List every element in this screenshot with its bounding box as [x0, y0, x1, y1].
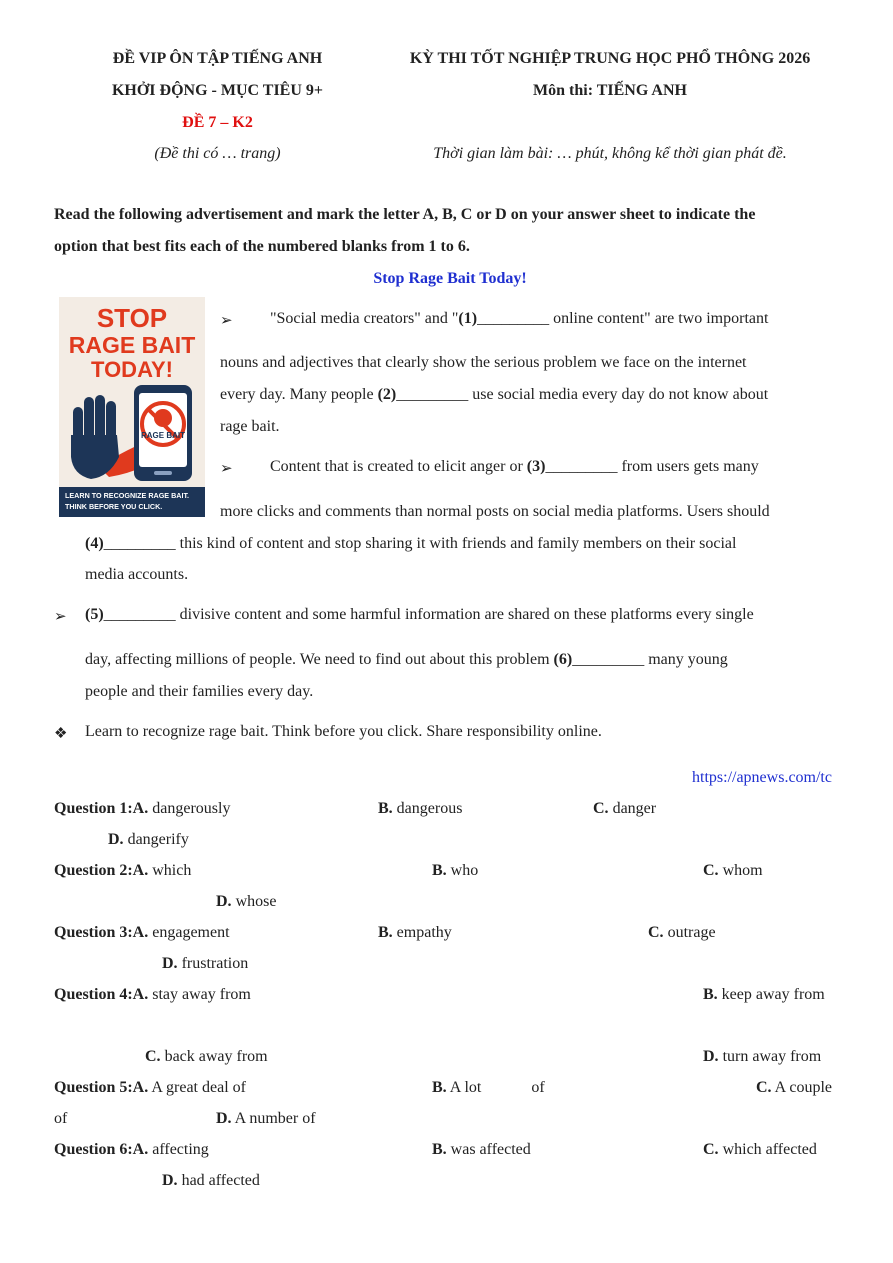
question-4-option-a[interactable]: Question 4:A. stay away from	[54, 986, 251, 1003]
question-1-option-a[interactable]: Question 1:A. dangerously	[54, 800, 231, 817]
diamond-bullet-icon: ❖	[54, 726, 68, 742]
poster-footer1: LEARN TO RECOGNIZE RAGE BAIT.	[65, 491, 190, 500]
question-3-option-b[interactable]: B. empathy	[378, 924, 452, 941]
question-2-option-c[interactable]: C. whom	[703, 862, 763, 879]
arrow-bullet-icon: ➢	[220, 461, 233, 477]
passage-p2-line3: (4)_________ this kind of content and stop sharing it with friends and family members on their social	[85, 535, 737, 552]
question-1-option-d[interactable]: D. dangerify	[108, 831, 189, 848]
passage-p1-line4: rage bait.	[220, 418, 280, 435]
question-6-option-d[interactable]: D. had affected	[162, 1172, 260, 1189]
passage-p2-line4: media accounts.	[85, 566, 189, 583]
question-4-option-b[interactable]: B. keep away from	[703, 986, 825, 1003]
poster-badge: RAGE BAIT	[141, 431, 185, 440]
poster-line2: RAGE BAIT	[68, 332, 196, 358]
poster-line1: STOP	[96, 303, 168, 333]
question-5-option-d[interactable]: D. A number of	[216, 1110, 316, 1127]
rage-bait-poster	[59, 297, 205, 517]
question-5-option-b[interactable]: B. A lot of	[432, 1079, 545, 1096]
question-6-option-b[interactable]: B. was affected	[432, 1141, 531, 1158]
question-3-option-d[interactable]: D. frustration	[162, 955, 249, 972]
poster-line3: TODAY!	[91, 357, 173, 382]
ad-title: Stop Rage Bait Today!	[373, 270, 527, 287]
question-5-option-c[interactable]: C. A couple	[756, 1079, 832, 1096]
question-4-option-c[interactable]: C. back away from	[145, 1048, 268, 1065]
question-2-option-d[interactable]: D. whose	[216, 893, 277, 910]
stop-hand-icon	[71, 395, 119, 479]
question-4-option-d[interactable]: D. turn away from	[703, 1048, 822, 1065]
question-5-option-c-tail: of	[54, 1110, 68, 1127]
instruction-line2: option that best fits each of the numbered blanks from 1 to 6.	[54, 238, 470, 255]
exam-code: ĐỀ 7 – K2	[182, 114, 253, 131]
question-3-option-c[interactable]: C. outrage	[648, 924, 716, 941]
page-count-note: (Đề thi có … trang)	[154, 145, 281, 162]
question-3-option-a[interactable]: Question 3:A. engagement	[54, 924, 230, 941]
question-6-option-c[interactable]: C. which affected	[703, 1141, 817, 1158]
question-5-option-a[interactable]: Question 5:A. A great deal of	[54, 1079, 246, 1096]
school-title-line1: ĐỀ VIP ÔN TẬP TIẾNG ANH	[112, 50, 323, 67]
time-note: Thời gian làm bài: … phút, không kể thời gian phát đề.	[433, 145, 787, 162]
question-1-option-b[interactable]: B. dangerous	[378, 800, 463, 817]
passage-p1-line3: every day. Many people (2)_________ use social media every day do not know about	[220, 386, 769, 403]
arrow-bullet-icon: ➢	[54, 609, 67, 625]
source-link[interactable]: https://apnews.com/tc	[692, 769, 832, 786]
passage-p1-line1: "Social media creators" and "(1)_________ online content" are two important	[270, 310, 769, 327]
question-1-option-c[interactable]: C. danger	[593, 800, 657, 817]
passage-p3-line3: people and their families every day.	[85, 683, 314, 700]
passage-p4: Learn to recognize rage bait. Think before you click. Share responsibility online.	[85, 723, 602, 740]
passage-p3-line1: (5)_________ divisive content and some harmful information are shared on these platforms every single	[85, 606, 754, 623]
passage-p2-line2: more clicks and comments than normal posts on social media platforms. Users should	[220, 503, 770, 520]
instruction-line1: Read the following advertisement and mark the letter A, B, C or D on your answer sheet to indicate the	[54, 206, 756, 223]
school-title-line2: KHỞI ĐỘNG - MỤC TIÊU 9+	[111, 82, 324, 99]
passage-p3-line2: day, affecting millions of people. We need to find out about this problem (6)_________ many young	[85, 651, 728, 668]
passage-p2-line1: Content that is created to elicit anger or (3)_________ from users gets many	[270, 458, 759, 475]
subject-line: Môn thi: TIẾNG ANH	[533, 82, 687, 99]
exam-title: KỲ THI TỐT NGHIỆP TRUNG HỌC PHỔ THÔNG 2026	[409, 50, 811, 67]
question-2-option-b[interactable]: B. who	[432, 862, 479, 879]
passage-p1-line2: nouns and adjectives that clearly show the serious problem we face on the internet	[220, 354, 747, 371]
question-6-option-a[interactable]: Question 6:A. affecting	[54, 1141, 209, 1158]
question-2-option-a[interactable]: Question 2:A. which	[54, 862, 192, 879]
arrow-bullet-icon: ➢	[220, 313, 233, 329]
poster-footer2: THINK BEFORE YOU CLICK.	[65, 502, 163, 511]
